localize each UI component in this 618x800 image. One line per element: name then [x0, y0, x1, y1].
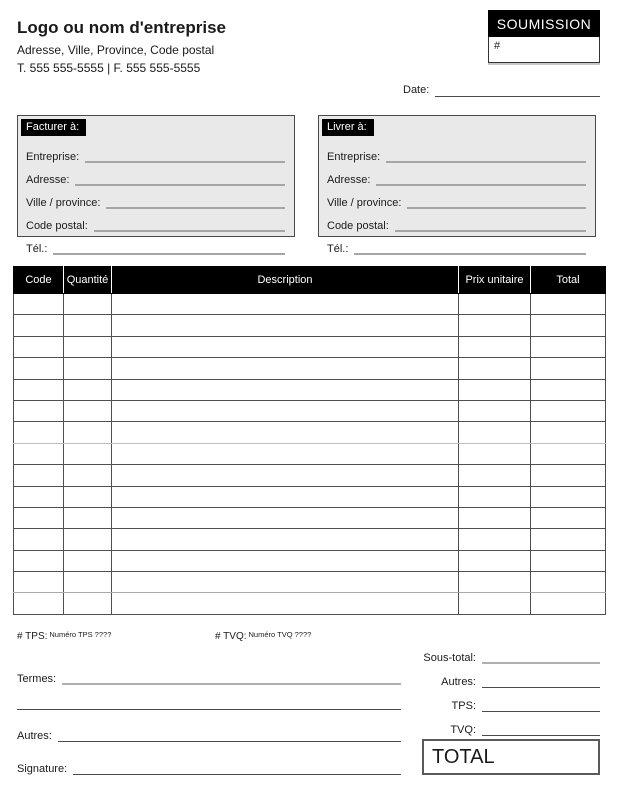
soumission-number-field[interactable]: [488, 37, 600, 63]
item-row: [14, 422, 606, 443]
ship-to-postal-field: [327, 209, 586, 232]
bill-to-phone-field: [26, 232, 285, 255]
item-cell[interactable]: [14, 529, 64, 550]
item-cell[interactable]: [531, 400, 606, 421]
item-cell[interactable]: [459, 422, 531, 443]
item-cell[interactable]: [531, 422, 606, 443]
terms-line[interactable]: [62, 672, 401, 685]
item-cell[interactable]: [14, 422, 64, 443]
item-cell[interactable]: [459, 465, 531, 486]
ship-to-company-field: [327, 140, 586, 163]
item-cell[interactable]: [14, 593, 64, 614]
field-label: Entreprise:: [327, 151, 381, 163]
soumission-box: [488, 10, 600, 63]
field-line[interactable]: [376, 174, 586, 186]
signature-line[interactable]: [73, 762, 401, 775]
bill-to-city-field: [26, 186, 285, 209]
tps-number-label: # TPS:: [17, 631, 48, 642]
item-row: [14, 572, 606, 593]
item-row: [14, 315, 606, 336]
field-line[interactable]: [386, 151, 586, 163]
item-cell[interactable]: [112, 358, 459, 379]
item-cell[interactable]: [459, 336, 531, 357]
item-row: [14, 529, 606, 550]
item-cell[interactable]: [14, 379, 64, 400]
signature-field: [17, 762, 401, 775]
item-cell[interactable]: [64, 572, 112, 593]
item-cell[interactable]: [14, 443, 64, 464]
tps-line[interactable]: [482, 699, 600, 712]
item-cell[interactable]: [112, 379, 459, 400]
tvq-number-note: [215, 631, 311, 642]
tvq-line[interactable]: [482, 723, 600, 736]
item-cell[interactable]: [531, 507, 606, 528]
items-header-row: [14, 267, 606, 294]
bill-to-address-field: [26, 163, 285, 186]
item-cell[interactable]: [531, 593, 606, 614]
item-row: [14, 593, 606, 614]
tvq-label: TVQ:: [450, 724, 476, 736]
item-cell[interactable]: [14, 315, 64, 336]
item-cell[interactable]: [64, 379, 112, 400]
item-cell[interactable]: [112, 593, 459, 614]
signature-label: Signature:: [17, 763, 68, 775]
item-cell[interactable]: [14, 358, 64, 379]
item-cell[interactable]: [459, 379, 531, 400]
number-prefix: #: [494, 40, 501, 52]
item-cell[interactable]: [112, 465, 459, 486]
item-cell[interactable]: [531, 336, 606, 357]
item-cell[interactable]: [64, 315, 112, 336]
bill-to-title: Facturer à:: [21, 119, 86, 136]
item-cell[interactable]: [14, 294, 64, 315]
item-cell[interactable]: [531, 358, 606, 379]
item-row: [14, 358, 606, 379]
field-label: Adresse:: [327, 174, 371, 186]
document-title: SOUMISSION: [488, 10, 600, 37]
subtotal-line[interactable]: [482, 651, 600, 664]
item-cell[interactable]: [531, 529, 606, 550]
item-cell[interactable]: [64, 486, 112, 507]
item-row: [14, 379, 606, 400]
other-notes-label: Autres:: [17, 730, 52, 742]
item-cell[interactable]: [14, 336, 64, 357]
item-cell[interactable]: [64, 550, 112, 571]
item-cell[interactable]: [459, 486, 531, 507]
field-line[interactable]: [85, 151, 285, 163]
field-label: Entreprise:: [26, 151, 80, 163]
date-line[interactable]: [435, 84, 600, 97]
item-cell[interactable]: [64, 443, 112, 464]
item-row: [14, 400, 606, 421]
field-line[interactable]: [354, 243, 586, 255]
field-label: Ville / province:: [26, 197, 101, 209]
field-line[interactable]: [75, 174, 285, 186]
item-row: [14, 550, 606, 571]
field-label: Code postal:: [26, 220, 88, 232]
item-cell[interactable]: [112, 443, 459, 464]
item-cell[interactable]: [531, 465, 606, 486]
item-cell[interactable]: [64, 294, 112, 315]
field-line[interactable]: [407, 197, 586, 209]
item-cell[interactable]: [112, 400, 459, 421]
tvq-row: [408, 712, 600, 736]
totals-section: [408, 640, 600, 736]
item-cell[interactable]: [64, 465, 112, 486]
item-cell[interactable]: [64, 529, 112, 550]
tps-label: TPS:: [451, 700, 476, 712]
item-cell[interactable]: [64, 400, 112, 421]
item-cell[interactable]: [64, 507, 112, 528]
item-cell[interactable]: [459, 507, 531, 528]
item-cell[interactable]: [112, 550, 459, 571]
company-name: Logo ou nom d'entreprise: [17, 18, 226, 37]
ship-to-city-field: [327, 186, 586, 209]
bill-to-fields: [26, 140, 285, 255]
item-cell[interactable]: [459, 529, 531, 550]
bill-to-box: [17, 115, 295, 255]
item-row: [14, 443, 606, 464]
ship-to-fields: [327, 140, 586, 255]
ship-to-title: Livrer à:: [322, 119, 374, 136]
column-header-quantity: Quantité: [64, 267, 112, 294]
item-cell[interactable]: [531, 294, 606, 315]
item-cell[interactable]: [64, 336, 112, 357]
item-row: [14, 507, 606, 528]
field-label: Tél.:: [327, 243, 349, 255]
grand-total-box[interactable]: [422, 739, 600, 775]
field-line[interactable]: [106, 197, 285, 209]
item-cell[interactable]: [459, 443, 531, 464]
item-row: [14, 336, 606, 357]
field-label: Adresse:: [26, 174, 70, 186]
item-row: [14, 465, 606, 486]
item-cell[interactable]: [64, 358, 112, 379]
company-phone: T. 555 555-5555 | F. 555 555-5555: [17, 61, 201, 75]
ship-to-address-field: [327, 163, 586, 186]
item-cell[interactable]: [531, 486, 606, 507]
column-header-description: Description: [112, 267, 459, 294]
other-charges-line[interactable]: [482, 675, 600, 688]
ship-to-box: [318, 115, 596, 255]
bill-to-postal-field: [26, 209, 285, 232]
other-notes-field: [17, 729, 401, 742]
other-charges-row: [408, 664, 600, 688]
field-label: Code postal:: [327, 220, 389, 232]
item-cell[interactable]: [14, 400, 64, 421]
item-cell[interactable]: [459, 400, 531, 421]
item-row: [14, 486, 606, 507]
date-row: [403, 84, 600, 97]
terms-field: [17, 672, 401, 685]
item-cell[interactable]: [531, 443, 606, 464]
tps-number-note: [17, 631, 111, 642]
column-header-code: Code: [14, 267, 64, 294]
item-cell[interactable]: [531, 550, 606, 571]
item-cell[interactable]: [112, 486, 459, 507]
tps-number-placeholder: Numéro TPS ????: [49, 630, 112, 639]
other-charges-label: Autres:: [441, 676, 476, 688]
field-label: Ville / province:: [327, 197, 402, 209]
field-line[interactable]: [395, 220, 586, 232]
item-cell[interactable]: [112, 315, 459, 336]
item-cell[interactable]: [64, 422, 112, 443]
item-cell[interactable]: [112, 336, 459, 357]
items-table: [13, 266, 606, 615]
item-cell[interactable]: [112, 572, 459, 593]
item-cell[interactable]: [112, 422, 459, 443]
item-cell[interactable]: [64, 593, 112, 614]
column-header-unit-price: Prix unitaire: [459, 267, 531, 294]
terms-label: Termes:: [17, 673, 57, 685]
item-cell[interactable]: [531, 572, 606, 593]
item-cell[interactable]: [14, 550, 64, 571]
item-cell[interactable]: [459, 358, 531, 379]
date-label: Date:: [403, 84, 430, 96]
item-cell[interactable]: [112, 529, 459, 550]
item-cell[interactable]: [14, 507, 64, 528]
field-label: Tél.:: [26, 243, 48, 255]
item-cell[interactable]: [531, 379, 606, 400]
column-header-total: Total: [531, 267, 606, 294]
tvq-number-label: # TVQ:: [215, 631, 247, 642]
item-cell[interactable]: [112, 294, 459, 315]
item-cell[interactable]: [459, 572, 531, 593]
company-header: [17, 18, 226, 76]
other-notes-line[interactable]: [58, 729, 401, 742]
item-cell[interactable]: [112, 507, 459, 528]
item-cell[interactable]: [459, 315, 531, 336]
grand-total-label: TOTAL: [432, 745, 495, 768]
subtotal-row: [408, 640, 600, 664]
item-cell[interactable]: [14, 572, 64, 593]
ship-to-phone-field: [327, 232, 586, 255]
item-cell[interactable]: [14, 465, 64, 486]
item-cell[interactable]: [459, 294, 531, 315]
subtotal-label: Sous-total:: [423, 652, 476, 664]
item-cell[interactable]: [459, 593, 531, 614]
item-cell[interactable]: [531, 315, 606, 336]
field-line[interactable]: [94, 220, 285, 232]
item-cell[interactable]: [459, 550, 531, 571]
bill-to-company-field: [26, 140, 285, 163]
tvq-number-placeholder: Numéro TVQ ????: [248, 630, 312, 639]
company-address: Adresse, Ville, Province, Code postal: [17, 43, 215, 57]
item-cell[interactable]: [14, 486, 64, 507]
tps-row: [408, 688, 600, 712]
field-line[interactable]: [53, 243, 285, 255]
item-row: [14, 294, 606, 315]
terms-continuation-line[interactable]: [17, 692, 401, 710]
